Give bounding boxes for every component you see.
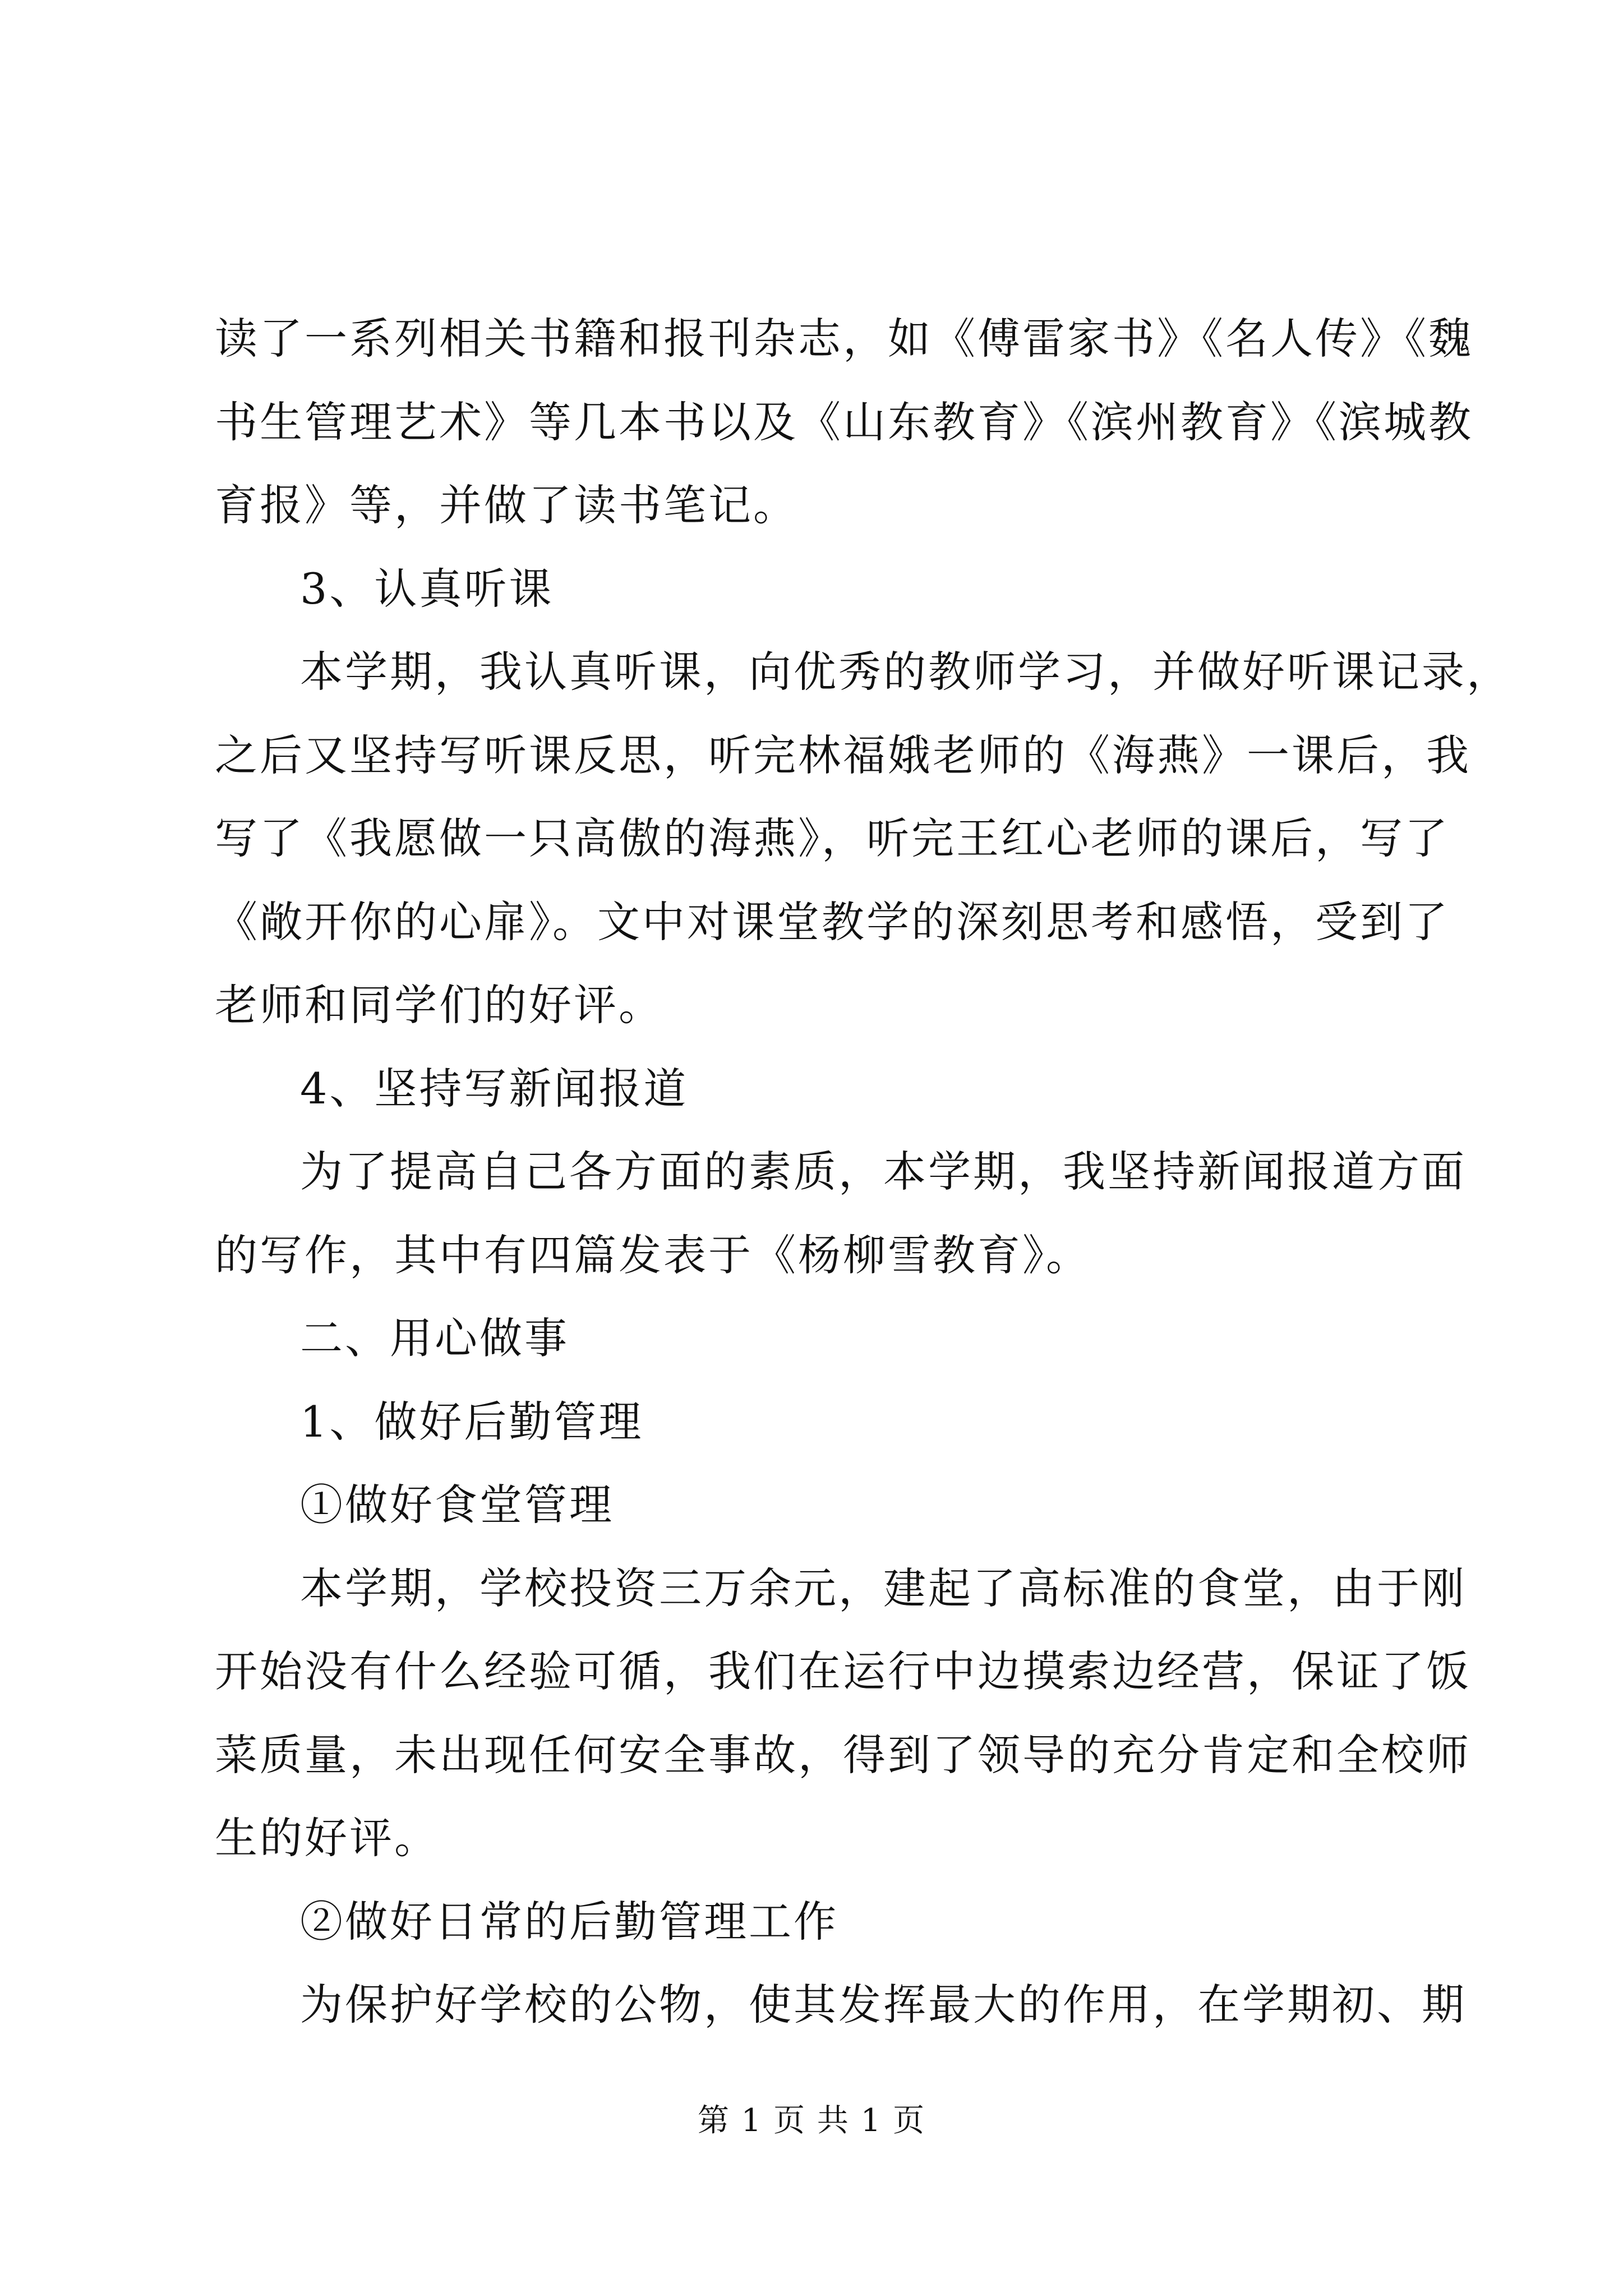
section-heading: 4、坚持写新闻报道: [300, 1063, 689, 1114]
text-line: 为了提高自己各方面的素质，本学期，我坚持新闻报道方面: [300, 1147, 1467, 1197]
text-line: 开始没有什么经验可循，我们在运行中边摸索边经营，保证了饭: [215, 1646, 1471, 1696]
section-heading: 二、用心做事: [300, 1313, 569, 1363]
text-line: 书生管理艺术》等几本书以及《山东教育》《滨州教育》《滨城教: [215, 397, 1473, 447]
section-heading: 1、做好后勤管理: [300, 1396, 644, 1447]
text-line: 《敞开你的心扉》。文中对课堂教学的深刻思考和感悟，受到了: [215, 896, 1450, 947]
section-heading: 3、认真听课: [300, 563, 554, 614]
text-line: 育报》等，并做了读书笔记。: [215, 480, 798, 530]
text-line: 本学期，学校投资三万余元，建起了高标准的食堂，由于刚: [300, 1563, 1467, 1613]
text-line: 写了《我愿做一只高傲的海燕》，听完王红心老师的课后，写了: [215, 813, 1450, 863]
text-line: 菜质量，未出现任何安全事故，得到了领导的充分肯定和全校师: [215, 1729, 1471, 1780]
subsection-heading: ②做好日常的后勤管理工作: [300, 1896, 838, 1947]
page-number-footer: 第 1 页 共 1 页: [697, 2102, 926, 2139]
text-line: 为保护好学校的公物，使其发挥最大的作用，在学期初、期: [300, 1980, 1467, 2030]
document-body: [215, 297, 1511, 2047]
text-line: 老师和同学们的好评。: [215, 980, 663, 1030]
text-line: 生的好评。: [215, 1813, 439, 1863]
text-line: 本学期，我认真听课，向优秀的教师学习，并做好听课记录，: [300, 647, 1511, 697]
subsection-heading: ①做好食堂管理: [300, 1480, 614, 1530]
text-line: 的写作，其中有四篇发表于《杨柳雪教育》。: [215, 1230, 1091, 1280]
text-line: 读了一系列相关书籍和报刊杂志，如《傅雷家书》《名人传》《魏: [215, 314, 1473, 364]
text-line: 之后又坚持写听课反思，听完林福娥老师的《海燕》一课后，我: [215, 730, 1471, 780]
